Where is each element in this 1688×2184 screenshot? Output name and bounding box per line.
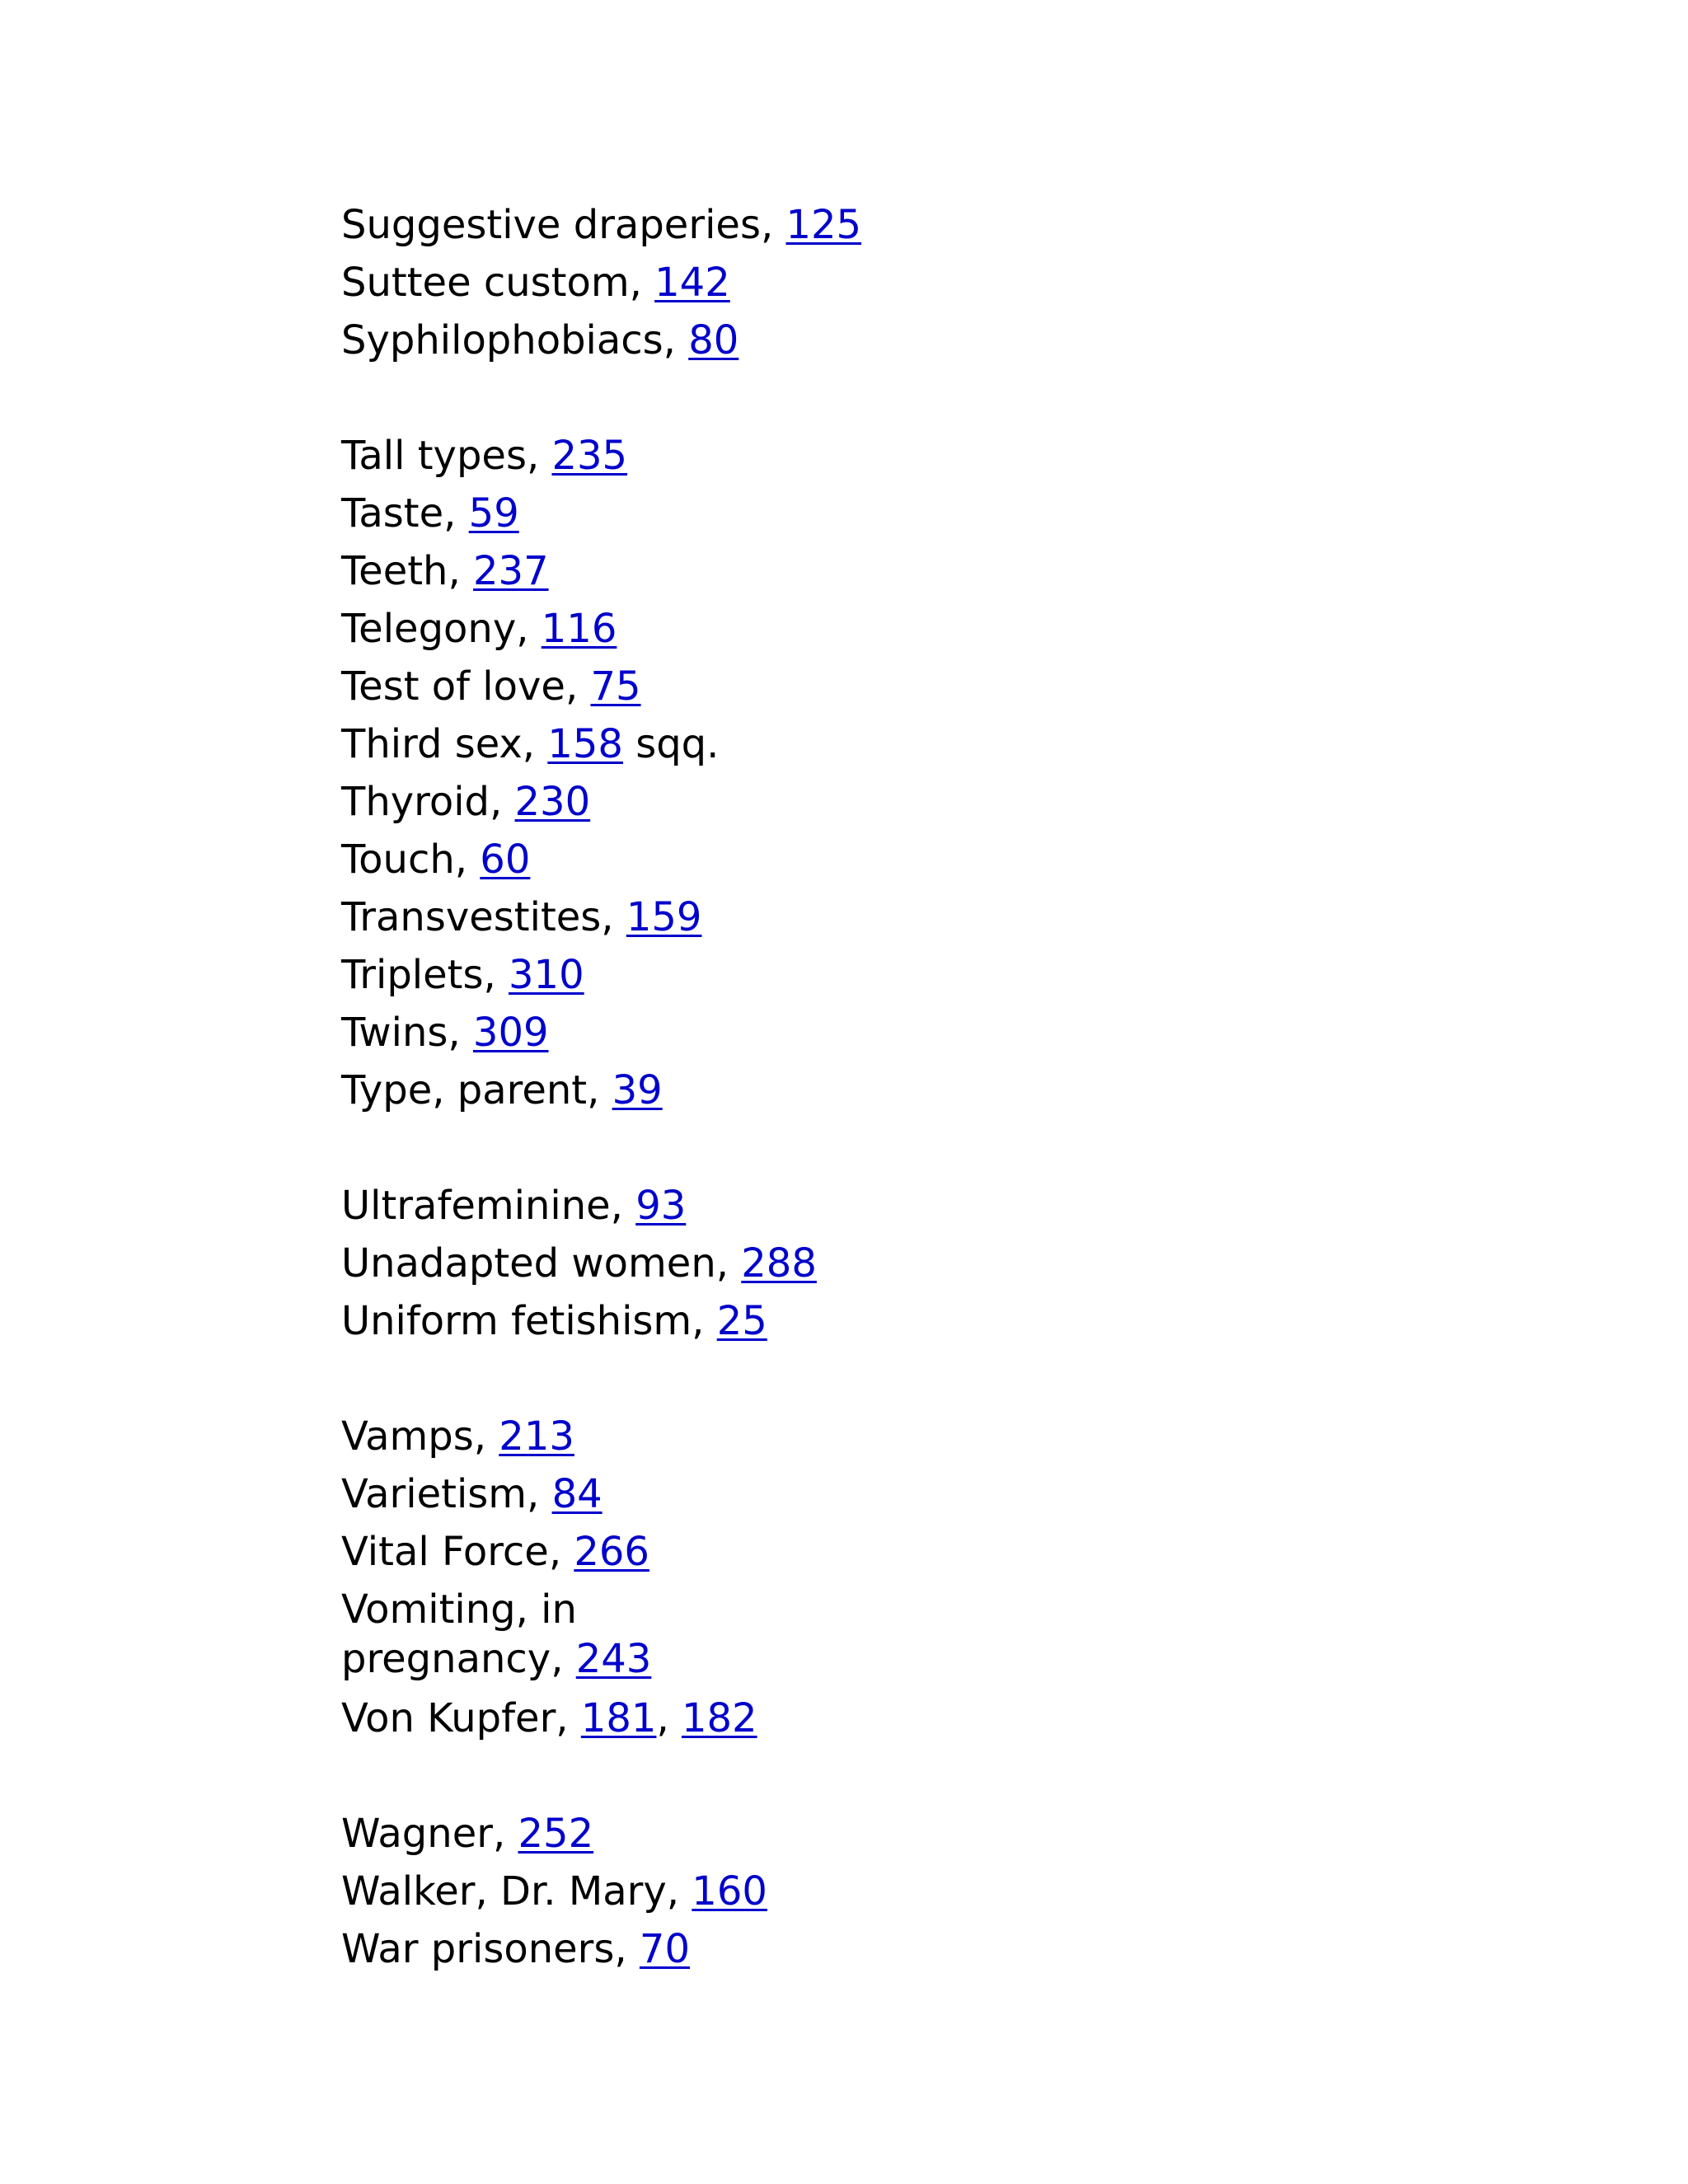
index-term: Vamps, — [341, 1413, 499, 1460]
index-term: Taste, — [341, 490, 469, 537]
index-term: Suttee custom, — [341, 260, 655, 306]
index-entry — [341, 773, 918, 831]
index-term: Vomiting, in pregnancy, — [341, 1586, 577, 1682]
page-link[interactable]: 116 — [541, 606, 617, 652]
page-link[interactable]: 181 — [580, 1695, 657, 1741]
index-term: Suggestive draperies, — [341, 202, 786, 248]
index-entry — [341, 1177, 918, 1235]
page-link[interactable]: 93 — [635, 1183, 687, 1229]
page-link[interactable]: 158 — [547, 721, 623, 767]
page-link[interactable]: 25 — [716, 1298, 767, 1344]
page-link[interactable]: 182 — [681, 1695, 757, 1741]
index-term: Varietism, — [341, 1471, 552, 1517]
index-term: Unadapted women, — [341, 1240, 742, 1286]
index-entry — [341, 600, 918, 658]
index-entry — [341, 888, 918, 946]
index-entry — [341, 1062, 918, 1119]
page-link[interactable]: 75 — [590, 663, 641, 710]
index-term: Ultrafeminine, — [341, 1183, 636, 1229]
page-link[interactable]: 237 — [472, 548, 549, 594]
index-group-t — [341, 427, 918, 1119]
page-link[interactable]: 213 — [499, 1413, 574, 1460]
index-entry — [341, 1585, 803, 1684]
index-term: Vital Force, — [341, 1529, 574, 1575]
index-term: Teeth, — [341, 548, 473, 594]
index-entry — [341, 946, 918, 1004]
index-entry — [341, 1408, 918, 1465]
page-link[interactable]: 288 — [741, 1240, 817, 1286]
index-entry — [341, 1805, 918, 1863]
page-link[interactable]: 252 — [518, 1811, 594, 1857]
index-entry — [341, 1523, 918, 1581]
index-term: Tall types, — [341, 433, 552, 479]
index-term: Triplets, — [341, 952, 509, 998]
index-entry — [341, 831, 918, 888]
page-link[interactable]: 70 — [639, 1926, 690, 1972]
group-separator — [341, 1747, 918, 1805]
index-term: Test of love, — [341, 663, 591, 710]
index-entry — [341, 485, 918, 542]
page-link[interactable]: 39 — [612, 1067, 663, 1113]
page-link[interactable]: 235 — [551, 433, 628, 479]
page-link[interactable]: 84 — [551, 1471, 603, 1517]
index-term: War prisoners, — [341, 1926, 640, 1972]
index-entry — [341, 1292, 918, 1350]
index-entry — [341, 658, 918, 715]
page-link[interactable]: 309 — [472, 1010, 549, 1056]
group-separator — [341, 1119, 918, 1177]
group-separator — [341, 369, 918, 427]
index-term: Transvestites, — [341, 894, 626, 940]
index-entry — [341, 312, 918, 369]
page-link[interactable]: 159 — [626, 894, 702, 940]
index-term: Twins, — [341, 1010, 473, 1056]
index-entry — [341, 1690, 918, 1747]
index-entry — [341, 1465, 918, 1523]
index-entry — [341, 1920, 918, 1978]
index-entry — [341, 715, 918, 773]
page-link[interactable]: 160 — [692, 1868, 767, 1915]
page-separator: , — [656, 1695, 682, 1741]
index-entry — [341, 1863, 918, 1920]
group-separator — [341, 1350, 918, 1408]
index-term: Thyroid, — [341, 779, 515, 825]
index-entry — [341, 427, 918, 485]
index-entry — [341, 1235, 918, 1292]
index-page — [341, 196, 918, 1978]
index-term: Uniform fetishism, — [341, 1298, 717, 1344]
index-entry — [341, 196, 918, 254]
page-link[interactable]: 142 — [654, 260, 730, 306]
page-link[interactable]: 60 — [480, 837, 531, 883]
index-suffix: sqq. — [622, 721, 720, 767]
index-group-s — [341, 196, 918, 369]
index-group-u — [341, 1177, 918, 1350]
index-entry — [341, 254, 918, 312]
index-term: Wagner, — [341, 1811, 518, 1857]
index-term: Von Kupfer, — [341, 1695, 581, 1741]
index-entry — [341, 1004, 918, 1062]
page-link[interactable]: 243 — [575, 1636, 652, 1682]
page-link[interactable]: 59 — [468, 490, 519, 537]
index-entry — [341, 542, 918, 600]
index-term: Third sex, — [341, 721, 548, 767]
index-term: Telegony, — [341, 606, 542, 652]
page-link[interactable]: 266 — [574, 1529, 649, 1575]
index-term: Syphilophobiacs, — [341, 317, 689, 363]
index-term: Type, parent, — [341, 1067, 612, 1113]
page-link[interactable]: 230 — [514, 779, 591, 825]
index-term: Walker, Dr. Mary, — [341, 1868, 692, 1915]
page-link[interactable]: 125 — [785, 202, 862, 248]
index-group-v — [341, 1408, 918, 1747]
index-term: Touch, — [341, 837, 481, 883]
page-link[interactable]: 310 — [509, 952, 584, 998]
page-link[interactable]: 80 — [688, 317, 739, 363]
index-group-w — [341, 1805, 918, 1978]
